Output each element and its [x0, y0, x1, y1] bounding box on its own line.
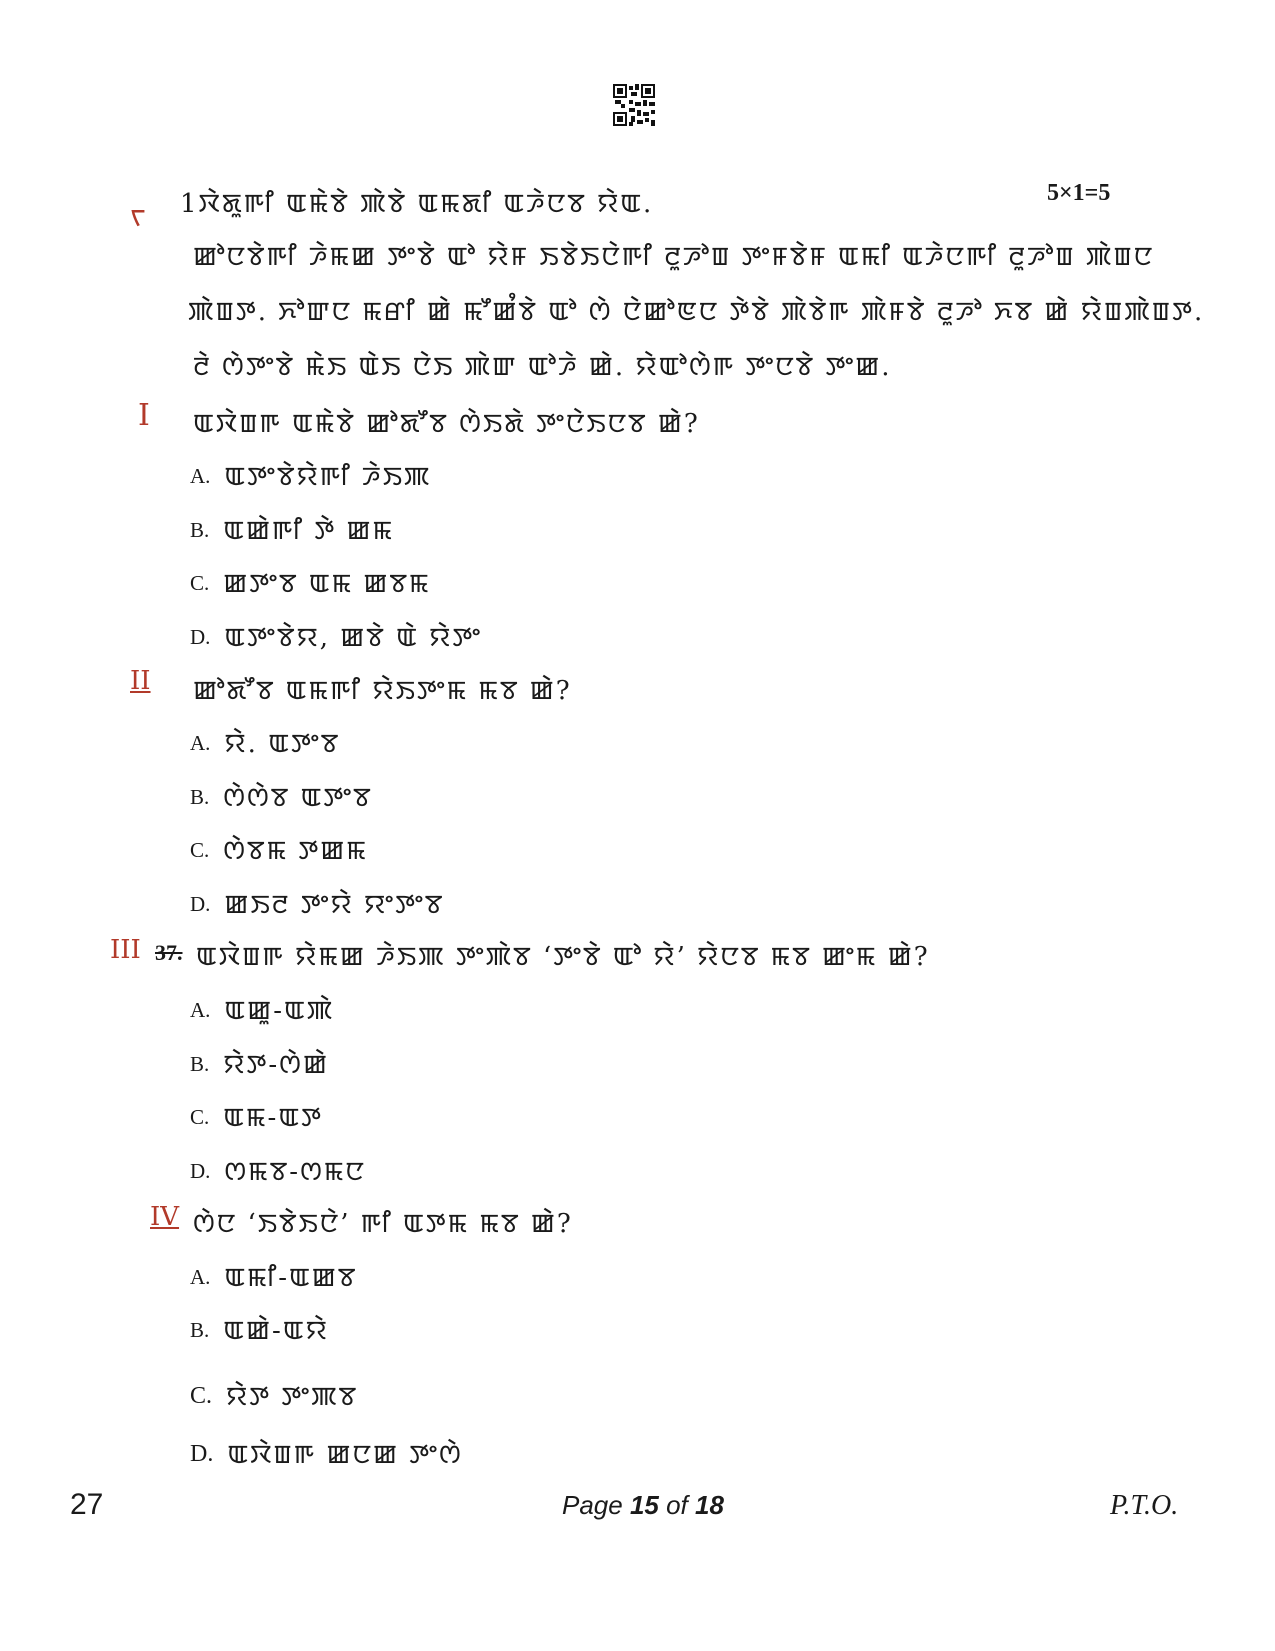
option-c[interactable] [190, 1099, 323, 1135]
page-of: of [658, 1490, 696, 1520]
option-d[interactable] [190, 1436, 463, 1472]
option-letter: C. [190, 1104, 210, 1129]
passage-line: ꯀꯣꯅꯕꯥꯒꯤ ꯍꯥꯃꯀ ꯇꯦꯕꯥ ꯑꯣ ꯌꯥꯝ ꯏꯕꯥꯏꯅꯥꯒꯤ ꯂꯨꯍꯣꯡ ꯇꯦꯝꯕꯥꯝ ꯑꯃꯤ ꯑꯍꯥꯅꯒꯤ ꯂꯨꯍꯣꯡ ꯄꯥꯡꯅ [193, 242, 1155, 272]
option-text: ꯑꯃ-ꯑꯇ [223, 1103, 323, 1133]
option-text: ꯑꯇꯦꯕꯥꯌ, ꯀꯕꯥ ꯑꯥ ꯌꯥꯇꯦ [224, 623, 483, 653]
page-current: 15 [629, 1490, 659, 1520]
option-letter: D. [190, 1440, 214, 1467]
question-text: ꯑꯋꯥꯡꯒ ꯌꯥꯃꯀ ꯍꯥꯏꯄ ꯇꯦꯄꯥꯕ ‘ꯇꯦꯕꯥ ꯑꯣ ꯌꯥ’ ꯌꯥꯅꯕ ꯃꯕ ꯀꯦꯃ ꯀꯥ? [196, 942, 930, 972]
option-text: ꯀꯏꯂ ꯇꯦꯌꯥ ꯌꯦꯇꯦꯕ [224, 890, 445, 920]
option-letter: A. [190, 997, 211, 1022]
option-a[interactable] [190, 725, 340, 761]
option-letter: D. [190, 624, 211, 649]
option-text: ꯀꯇꯦꯕ ꯑꯃ ꯀꯕꯃ [223, 569, 431, 599]
option-letter: B. [190, 1317, 210, 1342]
option-letter: C. [190, 1382, 213, 1409]
option-d[interactable] [190, 886, 445, 922]
option-a[interactable] [190, 458, 431, 494]
option-text: ꯑꯀꯥꯒꯤ ꯇꯥ ꯀꯃ [223, 516, 395, 546]
question-heading: 1ꯋꯥꯗꯨꯒꯤ ꯑꯃꯥꯕꯥ ꯄꯥꯕꯥ ꯑꯃꯗꯤ ꯑꯍꯥꯅꯕ ꯌꯥꯑ. [180, 189, 654, 219]
option-c[interactable] [190, 1378, 358, 1414]
option-c[interactable] [190, 565, 431, 601]
option-letter: C. [190, 837, 210, 862]
question-text: ꯁꯥꯅ ‘ꯏꯕꯥꯏꯅꯥ’ ꯒꯤ ꯑꯇꯃ ꯃꯕ ꯀꯥ? [193, 1209, 573, 1239]
option-a[interactable] [190, 992, 334, 1028]
page-prefix: Page [562, 1490, 630, 1520]
qr-code-icon [613, 84, 655, 126]
option-text: ꯌꯥꯇ ꯇꯦꯄꯕ [226, 1382, 359, 1412]
option-b[interactable] [190, 1046, 329, 1082]
option-a[interactable] [190, 1259, 357, 1295]
margin-mark: II [130, 666, 151, 696]
option-letter: D. [190, 1158, 211, 1183]
option-text: ꯁꯃꯕ-ꯁꯃꯅ [224, 1157, 366, 1187]
margin-mark: I [138, 398, 150, 433]
margin-mark: III [110, 935, 141, 965]
option-text: ꯁꯥꯕꯃ ꯇꯀꯃ [223, 836, 368, 866]
question-number: 37. [155, 940, 183, 965]
option-c[interactable] [190, 832, 368, 868]
marks-allocation: 5×1=5 [1047, 180, 1111, 206]
option-letter: A. [190, 1264, 211, 1289]
question-text: ꯑꯋꯥꯡꯒ ꯑꯃꯥꯕꯥ ꯀꯣꯗꯧꯕ ꯁꯥꯏꯗꯥ ꯇꯦꯅꯥꯏꯅꯕ ꯀꯥ? [193, 409, 700, 439]
option-b[interactable] [190, 779, 373, 815]
option-letter: D. [190, 891, 211, 916]
option-letter: B. [190, 517, 210, 542]
option-text: ꯑꯃꯤ-ꯑꯀꯕ [224, 1263, 358, 1293]
option-text: ꯁꯥꯁꯥꯕ ꯑꯇꯦꯕ [223, 783, 373, 813]
option-text: ꯑꯋꯥꯡꯒ ꯀꯅꯀ ꯇꯦꯁꯥ [227, 1440, 463, 1470]
margin-mark: ᠵ [130, 194, 146, 232]
option-text: ꯑꯀꯨ-ꯑꯄꯥ [224, 996, 335, 1026]
passage-line: ꯄꯥꯡꯇ. ꯈꯣꯛꯅ ꯃꯔꯤ ꯀꯥ ꯃꯧꯀꯪꯕꯥ ꯑꯣ ꯁꯥ ꯅꯥꯀꯣꯟꯅ ꯇꯥꯕꯥ ꯄꯥꯕꯥꯒ ꯄꯥꯝꯕꯥ ꯂꯨꯍꯣ ꯈꯕ ꯀꯥ ꯌꯥꯡꯄꯥꯡꯇ. [188, 297, 1205, 327]
option-text: ꯌꯥꯇ-ꯁꯥꯀꯥ [223, 1050, 329, 1080]
page-indicator [562, 1490, 724, 1521]
passage-line: ꯂꯥ ꯁꯥꯇꯦꯕꯥ ꯃꯥꯏ ꯑꯥꯏ ꯅꯥꯏ ꯄꯥꯛ ꯑꯣꯍꯥ ꯀꯥ. ꯌꯥꯑꯣꯁꯥꯒ ꯇꯦꯅꯕꯥ ꯇꯦꯀ. [193, 352, 892, 382]
page-total: 18 [695, 1490, 724, 1520]
option-b[interactable] [190, 1312, 329, 1348]
option-letter: B. [190, 1051, 210, 1076]
option-text: ꯑꯀꯥ-ꯑꯌꯥ [223, 1316, 329, 1346]
option-letter: B. [190, 784, 210, 809]
option-d[interactable] [190, 619, 482, 655]
pto-label: P.T.O. [1110, 1490, 1179, 1521]
option-letter: A. [190, 730, 211, 755]
option-letter: C. [190, 570, 210, 595]
option-letter: A. [190, 463, 211, 488]
option-d[interactable] [190, 1153, 366, 1189]
option-text: ꯑꯇꯦꯕꯥꯌꯥꯒꯤ ꯍꯥꯏꯄ [224, 462, 432, 492]
option-b[interactable] [190, 512, 394, 548]
paper-code: 27 [70, 1488, 104, 1521]
margin-mark: IV [150, 1202, 180, 1232]
question-text: ꯀꯣꯗꯧꯕ ꯑꯃꯒꯤ ꯌꯥꯏꯇꯦꯃ ꯃꯕ ꯀꯥ? [193, 676, 572, 706]
option-text: ꯌꯥ. ꯑꯇꯦꯕ [224, 729, 341, 759]
